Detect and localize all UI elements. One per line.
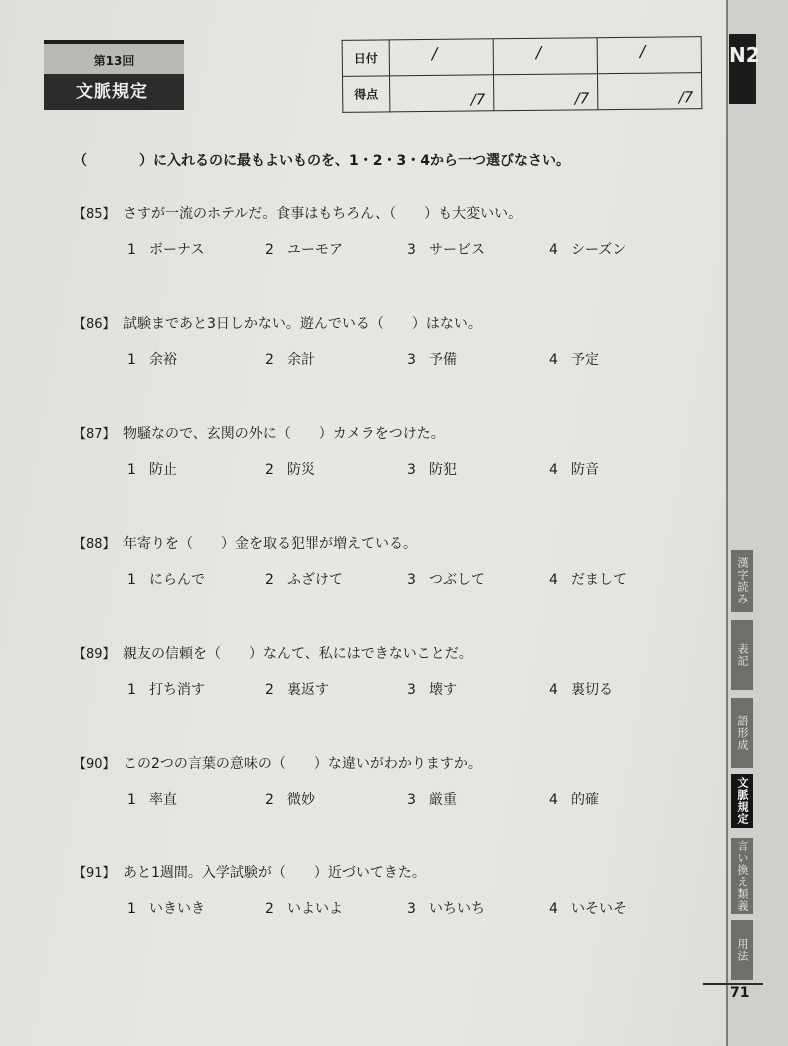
- page-number: 71: [730, 985, 750, 1001]
- points-cell: [390, 75, 494, 112]
- question-line: [73, 753, 693, 775]
- date-row: [342, 37, 701, 77]
- question-line: [73, 423, 693, 445]
- option-number: 1: [127, 462, 136, 478]
- answer-options: [73, 789, 693, 815]
- option-text: にらんで: [149, 572, 205, 588]
- option-number: 2: [265, 352, 274, 368]
- option-number: 4: [549, 242, 558, 258]
- option-text: ボーナス: [149, 242, 205, 258]
- option-number: 2: [265, 792, 274, 808]
- answer-option-2[interactable]: [265, 679, 329, 699]
- question-number: 【91】: [73, 866, 116, 881]
- question-text: 試験まであと3日しかない。遊んでいる（ ）はない。: [123, 316, 482, 332]
- option-number: 4: [549, 682, 558, 698]
- option-text: いよいよ: [287, 901, 343, 917]
- option-text: だまして: [571, 572, 627, 588]
- round-label: 第13回: [44, 40, 184, 74]
- option-number: 2: [265, 901, 274, 917]
- answer-option-1[interactable]: [127, 898, 205, 918]
- answer-option-2[interactable]: [265, 239, 343, 259]
- answer-option-2[interactable]: [265, 569, 343, 589]
- question-line: [73, 643, 693, 665]
- option-text: 予定: [571, 352, 599, 368]
- question-text: この2つの言葉の意味の（ ）な違いがわかりますか。: [123, 756, 482, 772]
- answer-option-2[interactable]: [265, 789, 315, 809]
- option-text: 予備: [429, 352, 457, 368]
- option-number: 3: [407, 901, 416, 917]
- answer-options: [73, 239, 693, 265]
- question-line: [73, 313, 693, 335]
- question-line: [73, 203, 693, 225]
- answer-option-1[interactable]: [127, 349, 177, 369]
- option-text: いきいき: [149, 901, 205, 917]
- section-title: 文脈規定: [44, 74, 184, 110]
- answer-option-4[interactable]: [549, 789, 599, 809]
- question-line: [73, 533, 693, 555]
- option-text: 裏切る: [571, 682, 613, 698]
- option-text: 壊す: [429, 682, 457, 698]
- question-91: [73, 862, 693, 924]
- answer-option-4[interactable]: [549, 898, 627, 918]
- question-85: [73, 203, 693, 265]
- option-text: 的確: [571, 792, 599, 808]
- answer-options: [73, 459, 693, 485]
- question-text: 親友の信頼を（ ）なんて、私にはできないことだ。: [123, 646, 473, 662]
- date-cell: [597, 37, 701, 74]
- question-line: [73, 862, 693, 884]
- section-tab[interactable]: 語形成: [731, 698, 753, 768]
- option-number: 4: [549, 572, 558, 588]
- answer-option-3[interactable]: [407, 569, 485, 589]
- option-number: 2: [265, 572, 274, 588]
- section-header: [44, 40, 184, 115]
- option-text: 打ち消す: [149, 682, 205, 698]
- option-text: 余裕: [149, 352, 177, 368]
- date-label: 日付: [342, 40, 389, 76]
- answer-option-1[interactable]: [127, 679, 205, 699]
- option-text: いそいそ: [571, 901, 627, 917]
- answer-option-1[interactable]: [127, 789, 177, 809]
- option-number: 2: [265, 242, 274, 258]
- option-number: 1: [127, 901, 136, 917]
- option-text: 率直: [149, 792, 177, 808]
- answer-options: [73, 898, 693, 924]
- answer-option-2[interactable]: [265, 898, 343, 918]
- option-text: ふざけて: [287, 572, 343, 588]
- option-number: 1: [127, 682, 136, 698]
- answer-option-2[interactable]: [265, 349, 315, 369]
- points-cell: [494, 74, 598, 111]
- option-number: 3: [407, 682, 416, 698]
- option-number: 3: [407, 242, 416, 258]
- points-row: [343, 73, 702, 113]
- answer-option-1[interactable]: [127, 239, 204, 259]
- instruction-open-paren: （: [73, 153, 87, 169]
- answer-option-3[interactable]: [407, 679, 457, 699]
- option-text: 防音: [571, 462, 599, 478]
- option-text: 防犯: [429, 462, 457, 478]
- points-label: 得点: [343, 76, 390, 112]
- question-number: 【85】: [73, 207, 116, 222]
- section-tab[interactable]: 表記: [731, 620, 753, 690]
- answer-option-1[interactable]: [127, 459, 177, 479]
- question-86: [73, 313, 693, 375]
- option-text: つぶして: [429, 572, 485, 588]
- answer-option-3[interactable]: [407, 239, 485, 259]
- option-text: 裏返す: [287, 682, 329, 698]
- section-tab[interactable]: 用法: [731, 920, 753, 980]
- question-text: あと1週間。入学試験が（ ）近づいてきた。: [123, 865, 426, 881]
- option-number: 4: [549, 352, 558, 368]
- answer-option-1[interactable]: [127, 569, 205, 589]
- date-slash: /: [431, 43, 438, 63]
- answer-options: [73, 569, 693, 595]
- answer-option-4[interactable]: [549, 239, 626, 259]
- question-88: [73, 533, 693, 595]
- points-slash: /7: [678, 88, 694, 107]
- section-tab[interactable]: 漢字読み: [731, 550, 753, 612]
- option-text: 防災: [287, 462, 315, 478]
- section-tab[interactable]: 文脈規定: [731, 774, 753, 828]
- answer-option-4[interactable]: [549, 679, 613, 699]
- instruction: [73, 150, 570, 170]
- option-number: 4: [549, 462, 558, 478]
- points-cell: [597, 73, 701, 110]
- option-number: 3: [407, 572, 416, 588]
- date-slash: /: [535, 42, 542, 62]
- question-text: 年寄りを（ ）金を取る犯罪が増えている。: [123, 536, 417, 552]
- question-text: さすが一流のホテルだ。食事はもちろん、（ ）も大変いい。: [123, 206, 523, 222]
- option-number: 1: [127, 792, 136, 808]
- option-number: 2: [265, 462, 274, 478]
- question-number: 【87】: [73, 427, 116, 442]
- date-slash: /: [639, 41, 646, 61]
- option-number: 3: [407, 792, 416, 808]
- option-number: 2: [265, 682, 274, 698]
- answer-option-4[interactable]: [549, 349, 599, 369]
- section-tab[interactable]: 言い換え類義: [731, 838, 753, 914]
- option-text: 防止: [149, 462, 177, 478]
- question-90: [73, 753, 693, 815]
- option-text: 微妙: [287, 792, 315, 808]
- answer-option-4[interactable]: [549, 459, 599, 479]
- date-cell: [389, 39, 493, 76]
- date-cell: [493, 38, 597, 75]
- answer-option-3[interactable]: [407, 898, 485, 918]
- answer-option-3[interactable]: [407, 349, 457, 369]
- answer-option-3[interactable]: [407, 789, 457, 809]
- answer-option-3[interactable]: [407, 459, 457, 479]
- option-text: サービス: [429, 242, 485, 258]
- page-margin-line: [726, 0, 728, 1046]
- option-number: 4: [549, 901, 558, 917]
- points-slash: /7: [574, 89, 590, 108]
- option-text: ユーモア: [287, 242, 343, 258]
- question-87: [73, 423, 693, 485]
- question-number: 【89】: [73, 647, 116, 662]
- question-number: 【88】: [73, 537, 116, 552]
- level-tab: N2: [729, 34, 756, 104]
- option-number: 3: [407, 462, 416, 478]
- option-number: 4: [549, 792, 558, 808]
- question-number: 【86】: [73, 317, 116, 332]
- option-text: いちいち: [429, 901, 485, 917]
- answer-option-2[interactable]: [265, 459, 315, 479]
- option-text: 余計: [287, 352, 315, 368]
- question-89: [73, 643, 693, 705]
- question-text: 物騒なので、玄関の外に（ ）カメラをつけた。: [123, 426, 445, 442]
- points-slash: /7: [470, 90, 486, 109]
- option-number: 1: [127, 352, 136, 368]
- option-text: シーズン: [571, 242, 627, 258]
- instruction-text: ）に入れるのに最もよいものを、1・2・3・4から一つ選びなさい。: [139, 153, 570, 169]
- score-table: [342, 36, 703, 113]
- option-number: 1: [127, 242, 136, 258]
- answer-option-4[interactable]: [549, 569, 627, 589]
- answer-options: [73, 679, 693, 705]
- option-number: 1: [127, 572, 136, 588]
- option-number: 3: [407, 352, 416, 368]
- answer-options: [73, 349, 693, 375]
- option-text: 厳重: [429, 792, 457, 808]
- question-number: 【90】: [73, 757, 116, 772]
